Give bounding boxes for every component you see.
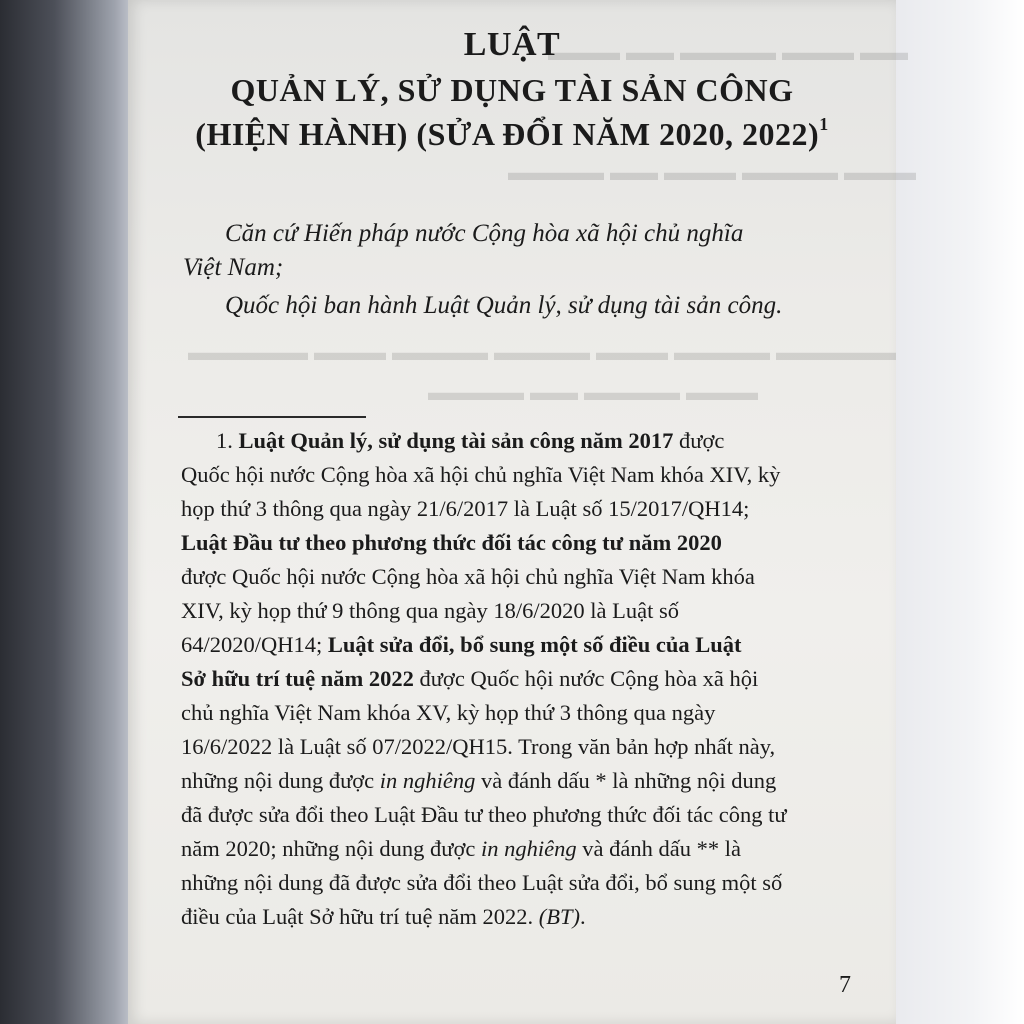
footnote-line xyxy=(181,904,861,930)
footnote-text: và đánh dấu * là những nội dung xyxy=(475,768,777,793)
law-title-line3-text: (HIỆN HÀNH) (SỬA ĐỔI NĂM 2020, 2022) xyxy=(195,116,820,152)
footnote-text: những nội dung được xyxy=(181,768,380,793)
footnote-text: được xyxy=(673,428,725,453)
footnote-bold-text: Luật sửa đổi, bổ sung một số điều của Luật xyxy=(327,632,742,657)
preamble-line2: Quốc hội ban hành Luật Quản lý, sử dụng tài sản công. xyxy=(225,292,783,319)
footnote-text: điều của Luật Sở hữu trí tuệ năm 2022. xyxy=(181,904,539,929)
footnote-italic-text: in nghiêng xyxy=(379,768,476,793)
footnote-bold-text: Luật Quản lý, sử dụng tài sản công năm 2017 xyxy=(238,428,674,453)
footnote-divider xyxy=(178,416,366,418)
page-number: 7 xyxy=(839,972,851,998)
preamble-line1-cont: Việt Nam; xyxy=(183,254,284,281)
law-title-line2: QUẢN LÝ, SỬ DỤNG TÀI SẢN CÔNG xyxy=(230,72,794,108)
footnote-line: họp thứ 3 thông qua ngày 21/6/2017 là Luật số 15/2017/QH14; xyxy=(181,496,750,521)
bleed-through-texture: ▬▬▬▬ ▬▬ ▬▬▬▬ ▬▬▬ xyxy=(428,380,758,406)
footnote-number: 1. xyxy=(216,428,239,453)
footnote-text: và đánh dấu ** là xyxy=(576,836,741,861)
bleed-through-texture: ▬▬▬ ▬▬ ▬▬▬▬ ▬▬▬ ▬▬ xyxy=(548,40,908,66)
footnote-italic-text: (BT) xyxy=(538,904,581,929)
footnote-text: được Quốc hội nước Cộng hòa xã hội xyxy=(413,666,759,691)
footnote-line xyxy=(181,632,861,658)
law-title-line1: LUẬT xyxy=(463,26,561,63)
footnote-line xyxy=(216,428,896,454)
footnote-line: được Quốc hội nước Cộng hòa xã hội chủ nghĩa Việt Nam khóa xyxy=(181,564,755,589)
law-title-line3 xyxy=(128,116,896,153)
footnote-line: đã được sửa đổi theo Luật Đầu tư theo phương thức đối tác công tư xyxy=(181,802,787,827)
footnote-line xyxy=(181,768,861,794)
preamble-line1: Căn cứ Hiến pháp nước Cộng hòa xã hội chủ nghĩa xyxy=(225,220,744,247)
footnote-line: chủ nghĩa Việt Nam khóa XV, kỳ họp thứ 3 thông qua ngày xyxy=(181,700,716,725)
footnote-text: . xyxy=(580,904,586,929)
footnote-text: năm 2020; những nội dung được xyxy=(181,836,482,861)
footnote-line xyxy=(181,836,861,862)
bleed-through-texture: ▬▬▬▬▬ ▬▬▬ ▬▬▬▬ ▬▬▬▬ ▬▬▬ ▬▬▬▬ ▬▬▬▬▬ xyxy=(188,340,896,366)
footnote-line: 16/6/2022 là Luật số 07/2022/QH15. Trong văn bản hợp nhất này, xyxy=(181,734,776,759)
book-spine-shadow xyxy=(0,0,135,1024)
footnote-italic-text: in nghiêng xyxy=(481,836,577,861)
footnote-line xyxy=(181,530,861,556)
footnote-marker: 1 xyxy=(819,114,829,134)
footnote-line: XIV, kỳ họp thứ 9 thông qua ngày 18/6/2020 là Luật số xyxy=(181,598,679,623)
footnote-bold-text: Sở hữu trí tuệ năm 2022 xyxy=(181,666,414,691)
footnote-line: những nội dung đã được sửa đổi theo Luật sửa đổi, bổ sung một số xyxy=(181,870,783,895)
footnote-bold-text: Luật Đầu tư theo phương thức đối tác công tư năm 2020 xyxy=(181,530,722,555)
footnote-line xyxy=(181,666,861,692)
background-right xyxy=(894,0,1024,1024)
book-page xyxy=(128,0,916,1024)
footnote-line: Quốc hội nước Cộng hòa xã hội chủ nghĩa Việt Nam khóa XIV, kỳ xyxy=(181,462,781,487)
footnote-text: 64/2020/QH14; xyxy=(181,632,328,657)
bleed-through-texture: ▬▬▬▬ ▬▬ ▬▬▬ ▬▬▬▬ ▬▬▬ xyxy=(508,160,916,186)
